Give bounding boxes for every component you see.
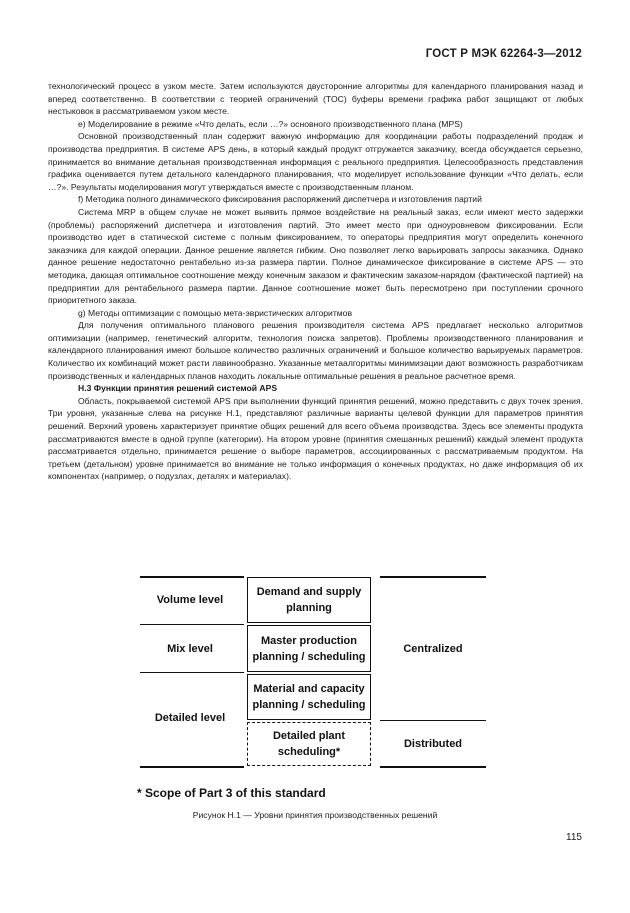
document-header: ГОСТ Р МЭК 62264-3—2012: [425, 48, 582, 60]
right-top-line: [380, 576, 486, 578]
paragraph-metaheuristics: Для получения оптимального планового решения производителя система APS предлагает несколько алгоритмов оптимизации (например, генетический алгоритм, технология поиска запретов). Проблемы производственного планирования и календарного планирования имеют большое количество различных ограничений и большое количество варьируемых параметров. Количество их комбинаций может расти лавинообразно. Указанные метаалгоритмы минимизации дают возможность разработчикам производственных и календарных планов находить локальные оптимальные решения в реальное расчетное время.: [48, 320, 583, 381]
box-demand-supply-planning: Demand and supply planning: [247, 577, 371, 623]
label-distributed: Distributed: [403, 738, 463, 750]
figure-footnote: * Scope of Part 3 of this standard: [137, 786, 326, 800]
label-detailed-level: Detailed level: [154, 712, 226, 724]
body-text: [48, 80, 583, 483]
paragraph-mrp: Система MRP в общем случае не может выявить прямое воздействие на реальный заказ, если имеют место задержки (проблемы) распоряжений диспетчера и изготовления партий. Это имеет место при одноуровневом фиксировании. Если производство идет в статической системе с полным фиксированием, то операторы предприятия могут определить конечного заказчика для каждой операции. Данное решение является гибким. Оно позволяет легко варьировать запросы заказчика. Однако данное решение недостаточно рентабельно из-за размера партии. Полное динамическое фиксирование в системе APS — это методика, дающая оптимальное соотношение между конечным заказом и фактическим заказом-нарядом (фактической партией) на предприятии для рентабельного размера партии. Данное соотношение может быть пересмотрено при поступлении срочного приоритетного заказа.: [48, 206, 583, 306]
left-top-line: [140, 576, 244, 578]
paragraph-mps: Основной производственный план содержит важную информацию для координации работы подразделений продаж и производства предприятия. В системе APS день, в который каждый продукт отгружается заказчику, всегда обсуждается серьезно, принимается во внимание детальная производственная информация с реального предприятия. Целесообразность представления графика оценивается путем детального календарного планирования, что моделирует использование функции «Что делать, если …?». Результаты моделирования могут утверждаться вместе с производственным планом.: [48, 131, 583, 192]
left-line-2: [140, 672, 244, 673]
paragraph-toc-buffers: технологический процесс в узком месте. Затем используются двусторонние алгоритмы для календарного планирования назад и вперед соответственно. В соответствии с теорией ограничений (TOC) буферы времени графика работ защищают от любых нестыковок в рассматриваемом узком месте.: [48, 81, 583, 117]
box-detailed-plant-scheduling: Detailed plant scheduling*: [247, 722, 371, 766]
label-centralized: Centralized: [403, 643, 463, 655]
section-h3-title: Н.3 Функции принятия решений системой APS: [78, 383, 278, 394]
left-bottom-line: [140, 766, 244, 768]
item-f-title: f) Методика полного динамического фиксирования распоряжений диспетчера и изготовления партий: [78, 194, 482, 205]
item-e-title: e) Моделирование в режиме «Что делать, если …?» основного производственного плана (MPS): [78, 118, 463, 129]
label-mix-level: Mix level: [167, 643, 213, 655]
label-volume-level: Volume level: [156, 594, 224, 606]
page-number: 115: [566, 832, 582, 843]
right-bottom-line: [380, 766, 486, 768]
decision-levels-figure: [140, 576, 486, 766]
figure-caption: Рисунок Н.1 — Уровни принятия производственных решений: [192, 810, 438, 820]
left-line-1: [140, 624, 244, 625]
right-mid-line: [380, 720, 486, 721]
box-material-capacity-planning: Material and capacity planning / scheduling: [247, 674, 371, 720]
box-master-production-planning: Master production planning / scheduling: [247, 625, 371, 672]
item-g-title: g) Методы оптимизации с помощью мета-эвристических алгоритмов: [78, 307, 353, 318]
paragraph-decision-levels: Область, покрываемой системой APS при выполнении функций принятия решений, можно представить с двух точек зрения. Три уровня, указанные слева на рисунке Н.1, представляют различные варианты целевой функции для параметров принятия решений. Верхний уровень характеризует принятие общих решений для всего объема производства. Здесь все элементы продукта рассматриваются вместе в одной группе (категории). На втором уровне (принятия смешанных решений) каждый элемент продукта рассматривается отдельно, принимается решение о выборе параметров, ассоциированных с рассматриваемым продуктом. На третьем (детальном) уровне принимается во внимание не только информация о конечных продуктах, но даже информация об их компонентах (например, о подузлах, деталях и материалах).: [48, 395, 583, 482]
